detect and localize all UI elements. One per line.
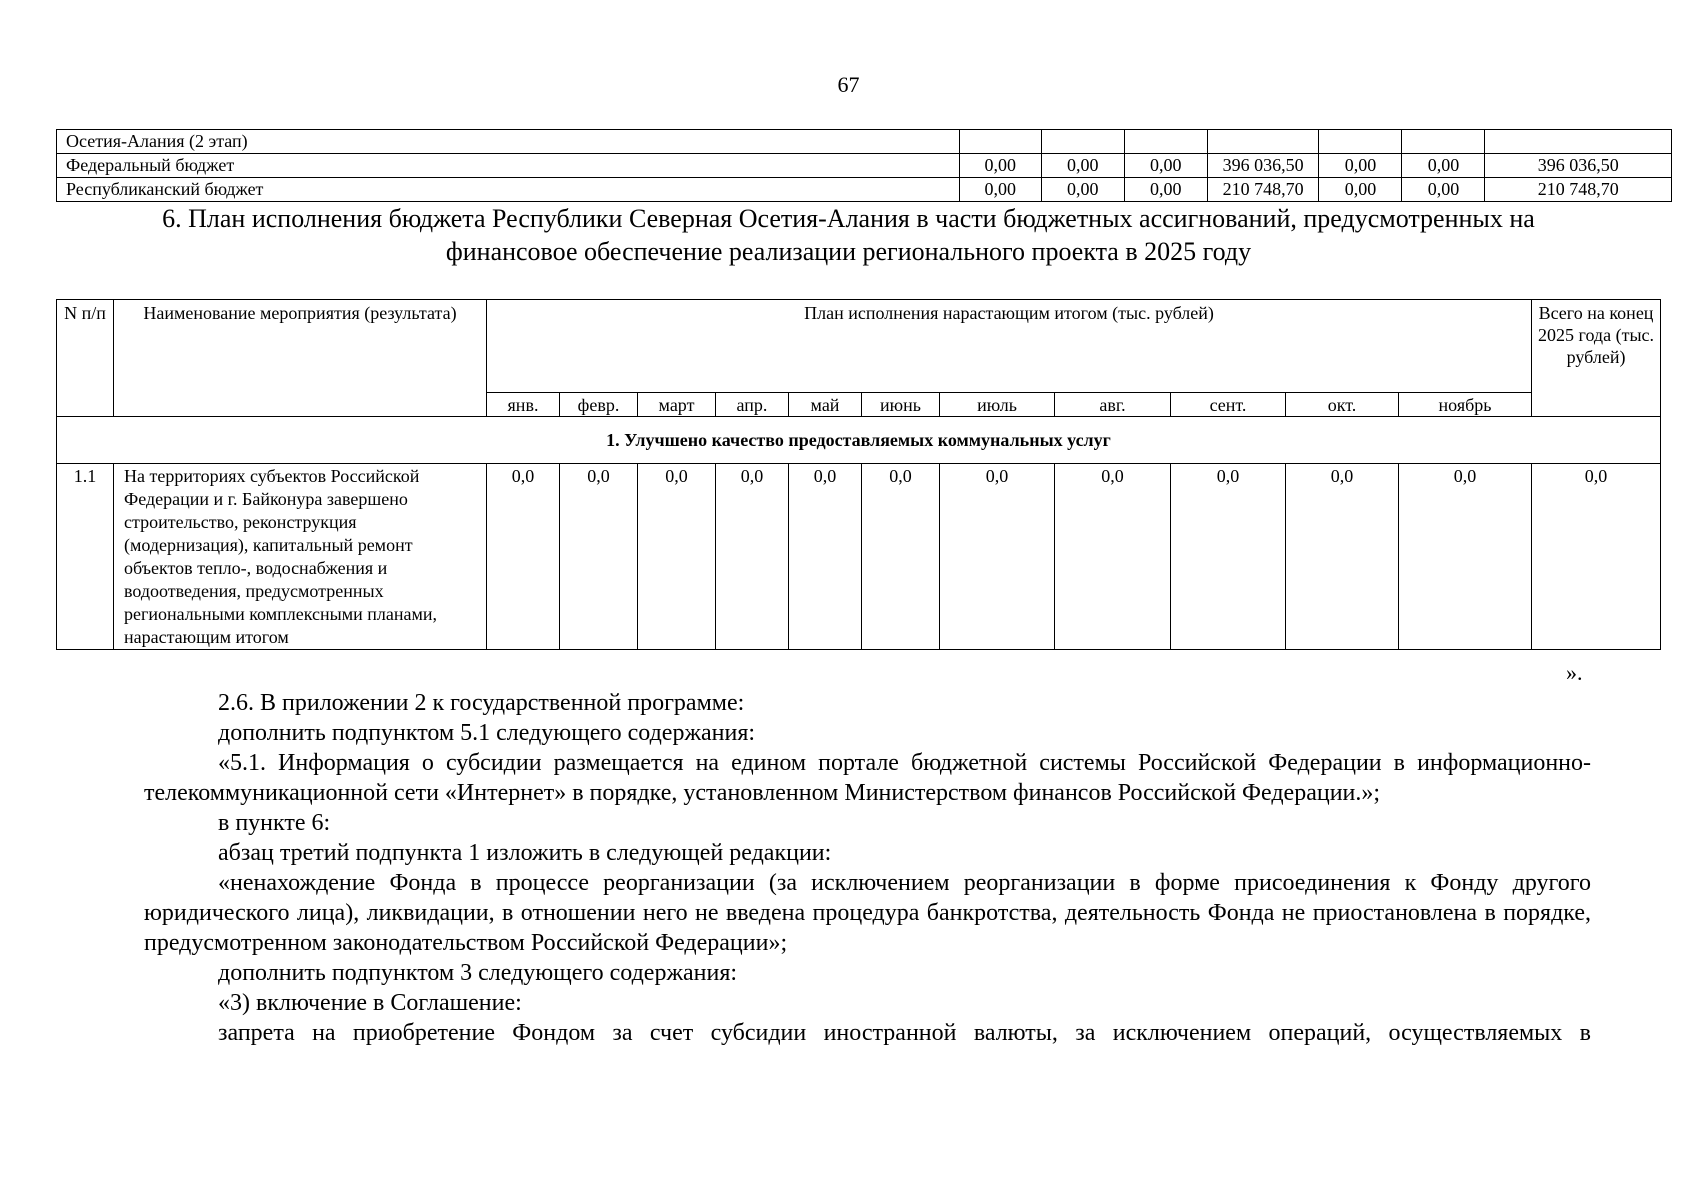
header-row [57, 300, 1661, 393]
table-cell: 0,00 [1124, 154, 1207, 178]
budget-continuation-table [56, 129, 1672, 202]
table-cell [1485, 130, 1672, 154]
paragraph: «5.1. Информация о субсидии размещается на едином портале бюджетной системы Российской Федерации в информационно-телекоммуникационной сети «Интернет» в порядке, установленном Министерством финансов Российской Федерации.»; [144, 750, 1591, 806]
table-cell: 0,0 [716, 464, 789, 650]
month-header: май [789, 393, 862, 417]
table-cell: 396 036,50 [1207, 154, 1319, 178]
section-title: 6. План исполнения бюджета Республики Северная Осетия-Алания в части бюджетных ассигнований, предусмотренных на финансовое обеспечение реализации регионального проекта в 2025 году [162, 204, 1535, 266]
row-label: Федеральный бюджет [57, 154, 960, 178]
paragraph: запрета на приобретение Фондом за счет субсидии иностранной валюты, за исключением операций, осуществляемых в [218, 1020, 1591, 1046]
table-cell: 210 748,70 [1207, 178, 1319, 202]
row-name: На территориях субъектов Российской Федерации и г. Байконура завершено строительство, реконструкция (модернизация), капитальный ремонт объектов тепло-, водоснабжения и водоотведения, предусмотренных региональными комплексными планами, нарастающим итогом [114, 464, 487, 650]
table-cell [1124, 130, 1207, 154]
table-cell: 0,00 [1402, 178, 1485, 202]
month-header: июнь [862, 393, 940, 417]
paragraph: дополнить подпунктом 3 следующего содержания: [218, 960, 738, 986]
table-cell [1207, 130, 1319, 154]
table-cell: 396 036,50 [1485, 154, 1672, 178]
table-cell: 0,0 [1399, 464, 1532, 650]
paragraph: «ненахождение Фонда в процессе реорганизации (за исключением реорганизации в форме присоединения к Фонду другого юридического лица), ликвидации, в отношении него не введена процедура банкротства, деятельность Фонда не приостановлена в порядке, предусмотренном законодательством Российской Федерации»; [144, 870, 1591, 956]
col-header-number: N п/п [57, 300, 114, 417]
month-header: июль [940, 393, 1055, 417]
group-title: 1. Улучшено качество предоставляемых коммунальных услуг [57, 417, 1661, 464]
row-label: Республиканский бюджет [57, 178, 960, 202]
month-header: ноябрь [1399, 393, 1532, 417]
col-header-plan: План исполнения нарастающим итогом (тыс. рублей) [487, 300, 1532, 393]
table-cell: 0,00 [1319, 178, 1402, 202]
row-label: Осетия-Алания (2 этап) [57, 130, 960, 154]
col-header-name: Наименование мероприятия (результата) [114, 300, 487, 417]
table-cell: 0,00 [959, 178, 1041, 202]
table-cell: 0,00 [1319, 154, 1402, 178]
month-header: окт. [1286, 393, 1399, 417]
row-number: 1.1 [57, 464, 114, 650]
closing-quote: ». [1566, 660, 1583, 685]
paragraph: 2.6. В приложении 2 к государственной программе: [218, 690, 745, 716]
table-cell: 0,00 [959, 154, 1041, 178]
table-cell: 0,00 [1402, 154, 1485, 178]
month-header: сент. [1171, 393, 1286, 417]
table-cell: 0,0 [638, 464, 716, 650]
table-row [57, 178, 1672, 202]
table-cell: 0,0 [1171, 464, 1286, 650]
table-cell [1319, 130, 1402, 154]
table-cell: 0,0 [487, 464, 560, 650]
month-header: апр. [716, 393, 789, 417]
plan-table [56, 299, 1661, 650]
col-header-total: Всего на конец 2025 года (тыс. рублей) [1532, 300, 1661, 417]
table-cell [1402, 130, 1485, 154]
paragraph: в пункте 6: [218, 810, 331, 836]
table-cell: 0,00 [1124, 178, 1207, 202]
table-cell: 0,00 [1041, 154, 1124, 178]
paragraph: «3) включение в Соглашение: [218, 990, 522, 1016]
month-header: февр. [560, 393, 638, 417]
paragraph: дополнить подпунктом 5.1 следующего содержания: [218, 720, 756, 746]
table-cell: 210 748,70 [1485, 178, 1672, 202]
paragraph: абзац третий подпункта 1 изложить в следующей редакции: [218, 840, 832, 866]
group-row [57, 417, 1661, 464]
table-cell [1041, 130, 1124, 154]
table-cell: 0,0 [940, 464, 1055, 650]
table-cell: 0,0 [1532, 464, 1661, 650]
table-cell: 0,0 [789, 464, 862, 650]
body-text [144, 688, 1591, 1048]
table-cell: 0,0 [1055, 464, 1171, 650]
table-row [57, 130, 1672, 154]
table-row [57, 154, 1672, 178]
table-cell: 0,0 [862, 464, 940, 650]
table-cell: 0,0 [560, 464, 638, 650]
month-header: янв. [487, 393, 560, 417]
table-cell: 0,0 [1286, 464, 1399, 650]
table-cell [959, 130, 1041, 154]
table-row [57, 464, 1661, 650]
table-cell: 0,00 [1041, 178, 1124, 202]
month-header: март [638, 393, 716, 417]
page-number: 67 [837, 72, 860, 97]
month-header: авг. [1055, 393, 1171, 417]
